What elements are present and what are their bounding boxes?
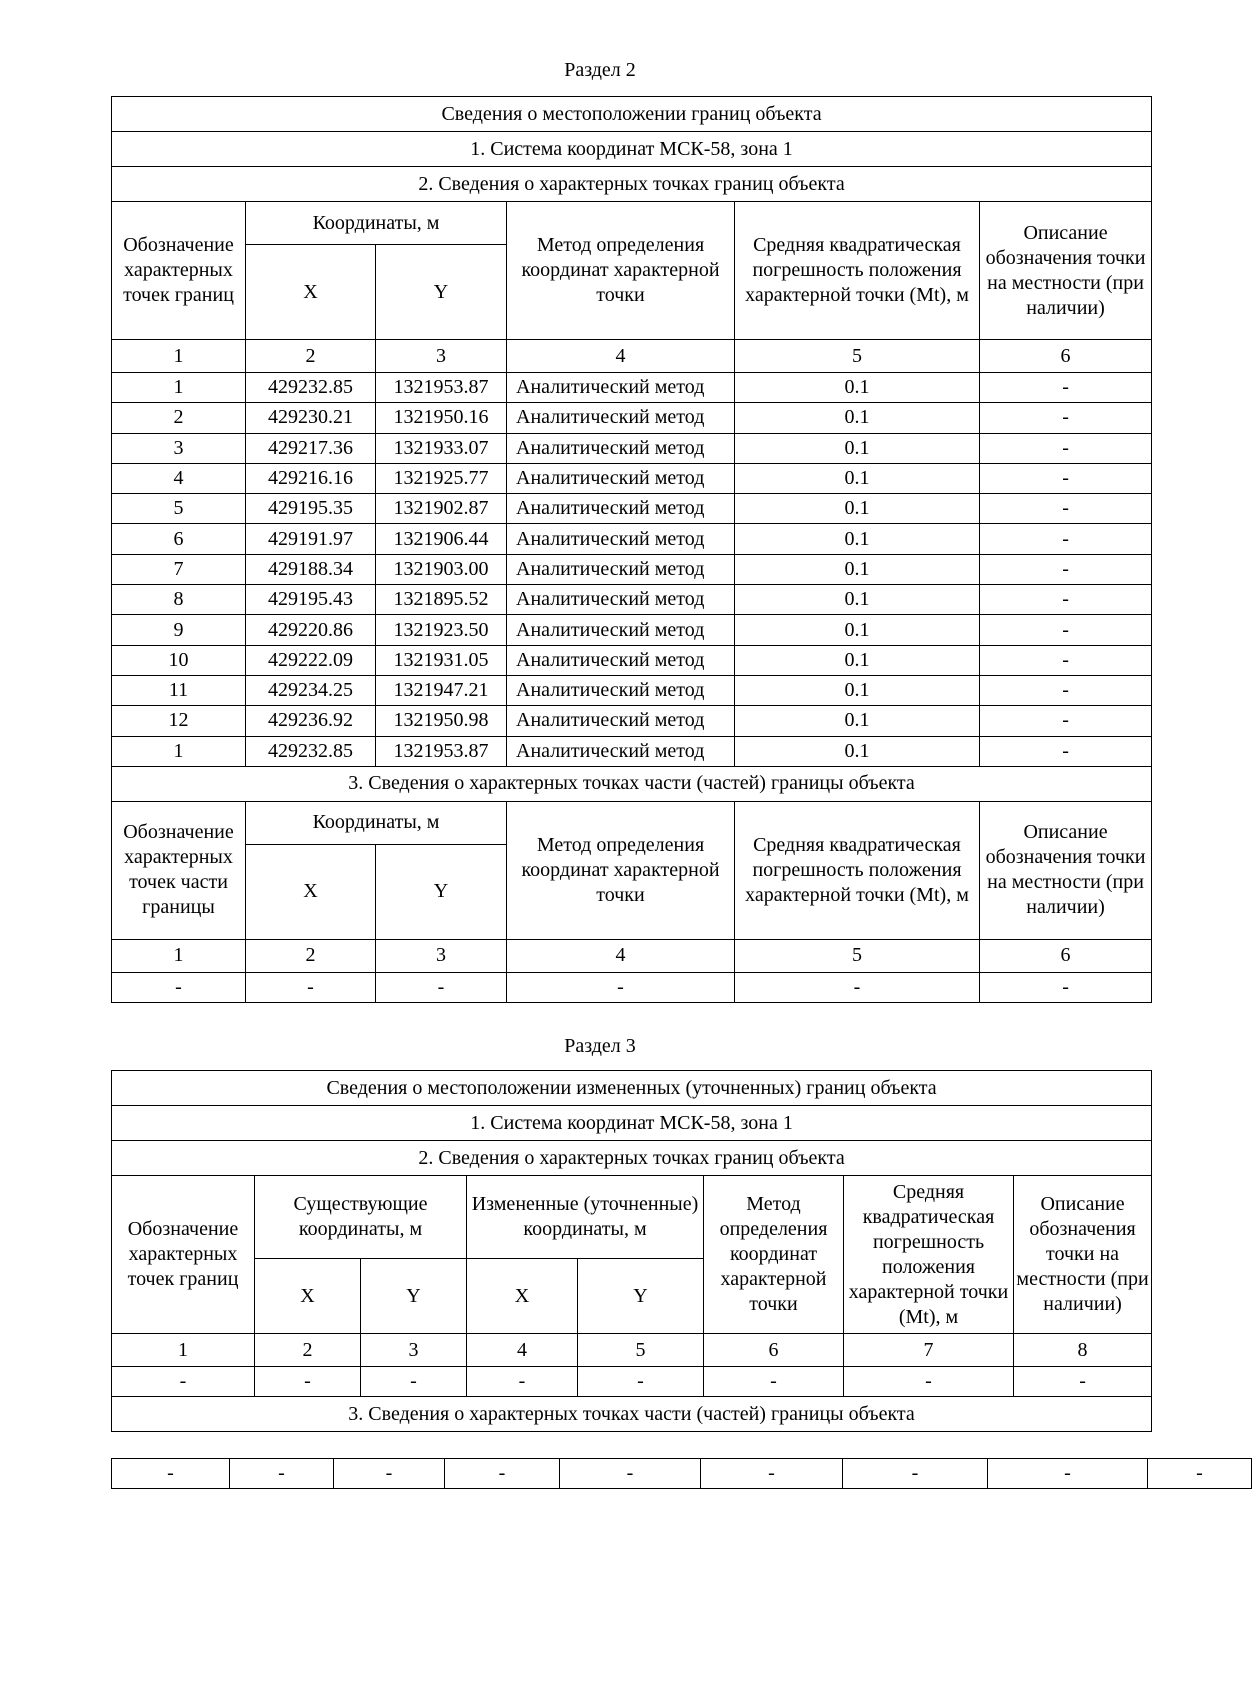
cell-description: - [980,524,1152,554]
parts-heading: 3. Сведения о характерных точках части (частей) границы объекта [112,1397,1152,1432]
cell-method: Аналитический метод [507,706,735,736]
section-2-title: Раздел 2 [564,59,636,81]
row-cell: - [844,1367,1014,1397]
cell-description: - [980,706,1152,736]
column-number: 3 [376,340,507,373]
cell-y: 1321906.44 [376,524,507,554]
header-point: Обозначение характерных точек границ [112,1176,255,1334]
cell-point: 9 [112,615,246,645]
column-number: 6 [980,939,1152,972]
cell-method: Аналитический метод [507,524,735,554]
parts-header-x: X [246,844,376,939]
cell-y: 1321953.87 [376,736,507,766]
cell-point: 7 [112,554,246,584]
cell-method: Аналитический метод [507,463,735,493]
cell-description: - [980,675,1152,705]
header-error: Средняя квадратическая погрешность положения характерной точки (Mt), м [735,202,980,340]
cell-point: 6 [112,524,246,554]
table-row [112,675,1152,705]
parts-heading: 3. Сведения о характерных точках части (частей) границы объекта [112,766,1152,801]
column-number: 1 [112,939,246,972]
cell-x: 429217.36 [246,433,376,463]
cell-method: Аналитический метод [507,736,735,766]
table-row [112,585,1152,615]
cell-error: 0.1 [735,645,980,675]
boundary-points-table [111,96,1152,1003]
cell-description: - [980,403,1152,433]
parts-header-point: Обозначение характерных точек части границы [112,801,246,939]
parts-header-method: Метод определения координат характерной точки [507,801,735,939]
parts-cell: - [988,1459,1148,1489]
cell-y: 1321933.07 [376,433,507,463]
column-number: 6 [980,340,1152,373]
header-coords: Координаты, м [246,202,507,245]
cell-method: Аналитический метод [507,373,735,403]
cell-error: 0.1 [735,463,980,493]
parts-cell: - [560,1459,701,1489]
cell-error: 0.1 [735,585,980,615]
section-3-title: Раздел 3 [564,1035,636,1057]
cell-description: - [980,494,1152,524]
cell-method: Аналитический метод [507,645,735,675]
column-number: 6 [704,1334,844,1367]
cell-x: 429195.35 [246,494,376,524]
cell-x: 429234.25 [246,675,376,705]
column-number: 5 [735,340,980,373]
cell-method: Аналитический метод [507,554,735,584]
table-row [112,373,1152,403]
cell-error: 0.1 [735,675,980,705]
header-existing-coords: Существующие координаты, м [255,1176,467,1259]
cell-point: 3 [112,433,246,463]
parts-cell: - [112,1459,230,1489]
cell-error: 0.1 [735,494,980,524]
column-number: 4 [467,1334,578,1367]
parts-cell: - [1148,1459,1252,1489]
row-cell: - [467,1367,578,1397]
cell-point: 11 [112,675,246,705]
coordinate-system: 1. Система координат МСК-58, зона 1 [112,132,1152,167]
cell-y: 1321923.50 [376,615,507,645]
header-description: Описание обозначения точки на местности (при наличии) [1014,1176,1152,1334]
cell-method: Аналитический метод [507,585,735,615]
cell-error: 0.1 [735,524,980,554]
table-row [112,706,1152,736]
cell-description: - [980,736,1152,766]
header-method: Метод определения координат характерной точки [704,1176,844,1334]
cell-x: 429220.86 [246,615,376,645]
column-number: 5 [578,1334,704,1367]
cell-point: 2 [112,403,246,433]
cell-error: 0.1 [735,736,980,766]
parts-header-coords: Координаты, м [246,801,507,844]
parts-cell: - [112,972,246,1002]
column-number: 4 [507,939,735,972]
parts-header-error: Средняя квадратическая погрешность положения характерной точки (Mt), м [735,801,980,939]
parts-cell: - [843,1459,988,1489]
cell-y: 1321950.16 [376,403,507,433]
cell-method: Аналитический метод [507,675,735,705]
parts-cell: - [230,1459,334,1489]
header-y: Y [376,245,507,340]
cell-point: 1 [112,736,246,766]
cell-y: 1321925.77 [376,463,507,493]
column-number: 2 [255,1334,361,1367]
table-row [112,554,1152,584]
cell-point: 12 [112,706,246,736]
cell-point: 4 [112,463,246,493]
cell-x: 429236.92 [246,706,376,736]
table-title: Сведения о местоположении границ объекта [112,97,1152,132]
cell-point: 5 [112,494,246,524]
cell-x: 429232.85 [246,373,376,403]
row-cell: - [1014,1367,1152,1397]
table-title: Сведения о местоположении измененных (уточненных) границ объекта [112,1071,1152,1106]
column-number: 1 [112,1334,255,1367]
column-number: 3 [361,1334,467,1367]
cell-method: Аналитический метод [507,615,735,645]
cell-y: 1321953.87 [376,373,507,403]
column-number: 2 [246,340,376,373]
cell-y: 1321902.87 [376,494,507,524]
column-number: 7 [844,1334,1014,1367]
table-row [112,433,1152,463]
cell-error: 0.1 [735,433,980,463]
cell-x: 429222.09 [246,645,376,675]
row-cell: - [578,1367,704,1397]
cell-method: Аналитический метод [507,433,735,463]
cell-y: 1321903.00 [376,554,507,584]
changed-parts-table [111,1458,1252,1489]
cell-x: 429232.85 [246,736,376,766]
parts-cell: - [735,972,980,1002]
changed-boundary-table [111,1070,1152,1432]
cell-description: - [980,433,1152,463]
header-changed-y: Y [578,1259,704,1334]
header-x: X [246,245,376,340]
cell-error: 0.1 [735,373,980,403]
cell-method: Аналитический метод [507,403,735,433]
cell-x: 429230.21 [246,403,376,433]
parts-header-y: Y [376,844,507,939]
table-row [112,494,1152,524]
cell-point: 8 [112,585,246,615]
cell-y: 1321931.05 [376,645,507,675]
header-existing-x: X [255,1259,361,1334]
table-row [112,736,1152,766]
column-number: 4 [507,340,735,373]
cell-y: 1321895.52 [376,585,507,615]
cell-x: 429188.34 [246,554,376,584]
header-existing-y: Y [361,1259,467,1334]
parts-cell: - [445,1459,560,1489]
header-error: Средняя квадратическая погрешность положения характерной точки (Mt), м [844,1176,1014,1334]
parts-cell: - [507,972,735,1002]
cell-description: - [980,373,1152,403]
header-description: Описание обозначения точки на местности (при наличии) [980,202,1152,340]
cell-point: 10 [112,645,246,675]
cell-x: 429191.97 [246,524,376,554]
cell-description: - [980,645,1152,675]
parts-cell: - [701,1459,843,1489]
table-row [112,463,1152,493]
cell-y: 1321947.21 [376,675,507,705]
table-row [112,645,1152,675]
cell-description: - [980,585,1152,615]
table-row [112,615,1152,645]
cell-error: 0.1 [735,706,980,736]
parts-cell: - [246,972,376,1002]
row-cell: - [255,1367,361,1397]
parts-header-description: Описание обозначения точки на местности (при наличии) [980,801,1152,939]
header-method: Метод определения координат характерной точки [507,202,735,340]
cell-x: 429216.16 [246,463,376,493]
cell-error: 0.1 [735,403,980,433]
column-number: 1 [112,340,246,373]
parts-cell: - [980,972,1152,1002]
cell-description: - [980,615,1152,645]
cell-method: Аналитический метод [507,494,735,524]
parts-cell: - [334,1459,445,1489]
cell-description: - [980,463,1152,493]
header-point: Обозначение характерных точек границ [112,202,246,340]
table-row [112,524,1152,554]
row-cell: - [704,1367,844,1397]
parts-cell: - [376,972,507,1002]
cell-error: 0.1 [735,554,980,584]
column-number: 8 [1014,1334,1152,1367]
points-heading: 2. Сведения о характерных точках границ объекта [112,1141,1152,1176]
cell-x: 429195.43 [246,585,376,615]
row-cell: - [112,1367,255,1397]
column-number: 3 [376,939,507,972]
cell-y: 1321950.98 [376,706,507,736]
coordinate-system: 1. Система координат МСК-58, зона 1 [112,1106,1152,1141]
cell-error: 0.1 [735,615,980,645]
column-number: 5 [735,939,980,972]
column-number: 2 [246,939,376,972]
table-row [112,403,1152,433]
cell-point: 1 [112,373,246,403]
points-heading: 2. Сведения о характерных точках границ объекта [112,167,1152,202]
cell-description: - [980,554,1152,584]
header-changed-x: X [467,1259,578,1334]
row-cell: - [361,1367,467,1397]
header-changed-coords: Измененные (уточненные) координаты, м [467,1176,704,1259]
